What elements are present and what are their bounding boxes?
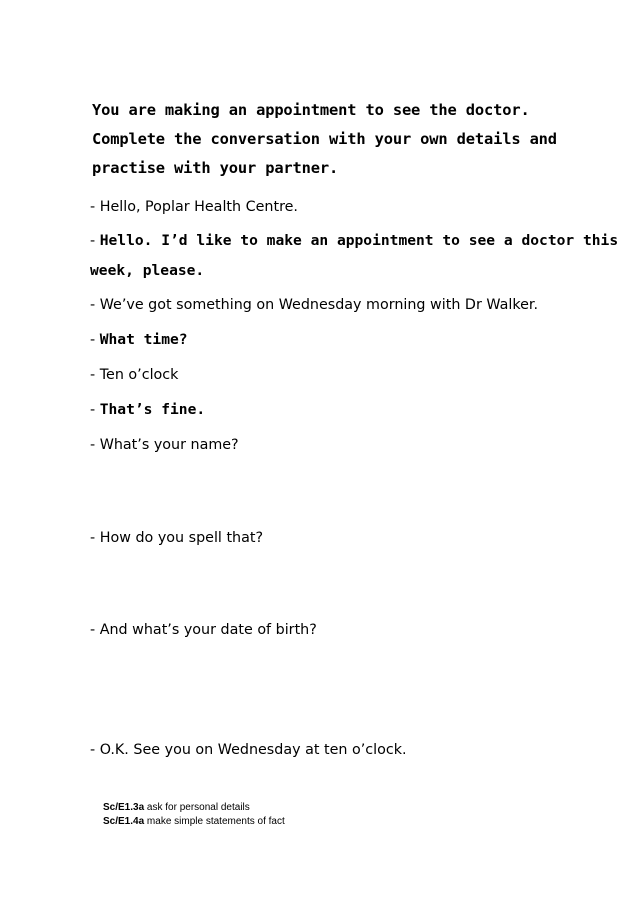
instructions-line-2: Complete the conversation with your own details and [92,130,557,148]
dialogue-line-receptionist-closing: - O.K. See you on Wednesday at ten o’clock. [90,742,407,758]
curriculum-references [103,801,285,828]
dialogue-line-patient-confirm: - That’s fine. [90,401,206,418]
dialogue-line-receptionist-offer: - We’ve got something on Wednesday morning with Dr Walker. [90,297,538,313]
dialogue-line-receptionist-time: - Ten o’clock [90,367,179,383]
instructions-line-3: practise with your partner. [92,159,339,177]
dialogue-line-receptionist-birth: - And what’s your date of birth? [90,622,317,638]
curriculum-reference: Sc/E1.3a ask for personal details [103,802,250,813]
dialogue-line-receptionist-name: - What’s your name? [90,437,239,453]
instructions-line-1: You are making an appointment to see the doctor. [92,101,530,119]
curriculum-reference: Sc/E1.4a make simple statements of fact [103,815,285,827]
dialogue-line-patient-time: - What time? [90,331,188,348]
dialogue-line-receptionist-spell: - How do you spell that? [90,530,264,546]
instructions [92,96,557,183]
dialogue-line-receptionist-greeting: - Hello, Poplar Health Centre. [90,199,298,215]
dialogue-line-patient-request: - Hello. I’d like to make an appointment to see a doctor this week, please. [90,232,619,279]
